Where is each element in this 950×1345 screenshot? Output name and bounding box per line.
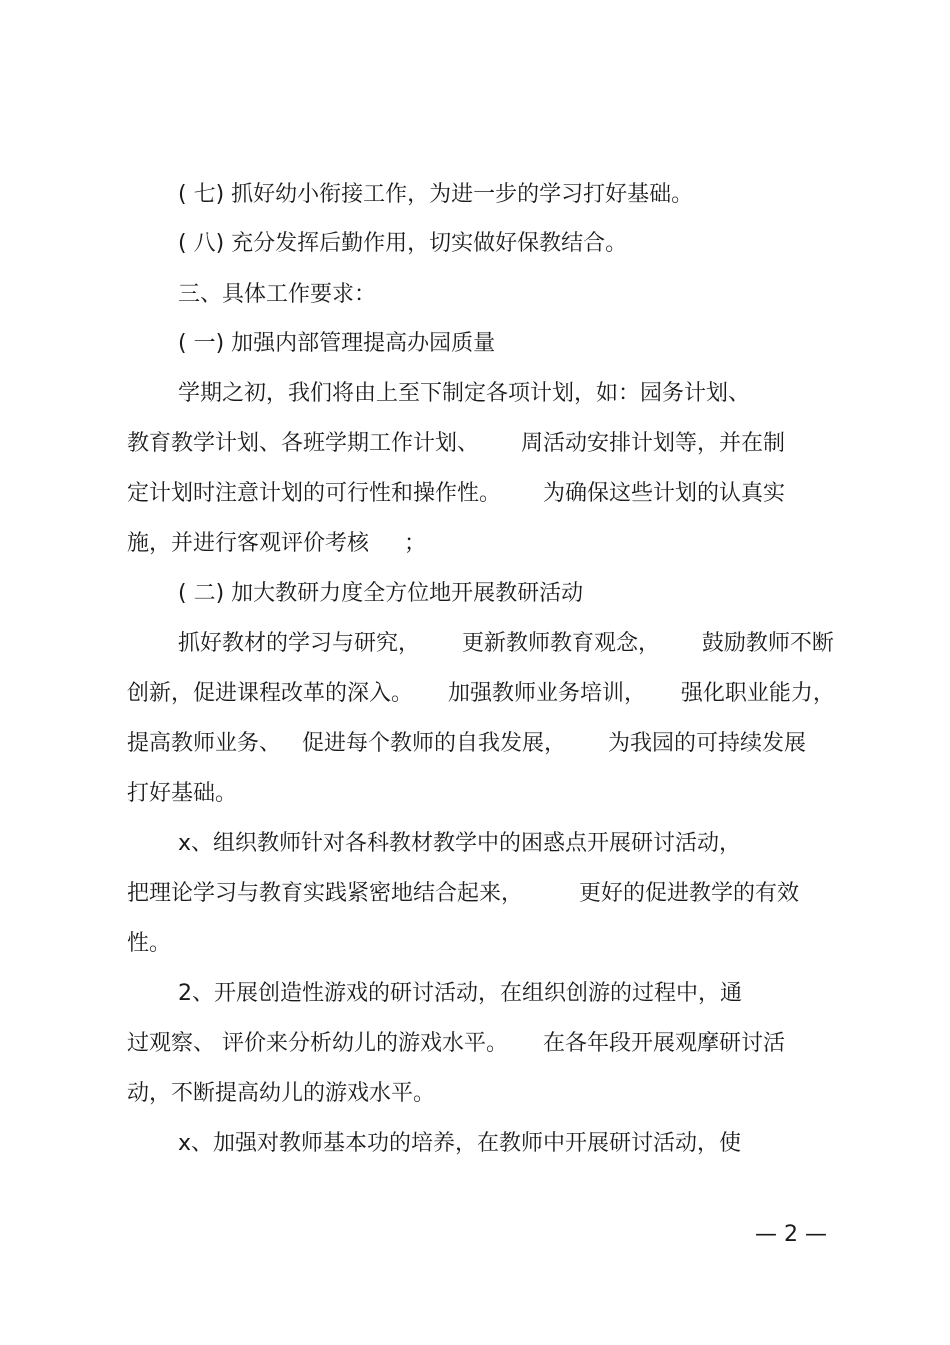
text-line: 施，并进行客观评价考核 ； [127,531,426,556]
text-line: x、加强对教师基本功的培养，在教师中开展研讨活动，使 [178,1131,742,1156]
text-line: 三、具体工作要求： [178,282,377,307]
text-line: 教育教学计划、各班学期工作计划、 周活动安排计划等，并在制 [127,431,785,456]
text-line: ( 二) 加大教研力度全方位地开展教研活动 [178,581,584,606]
text-line: 学期之初，我们将由上至下制定各项计划，如：园务计划、 [178,381,751,406]
text-line: 性。 [127,931,172,956]
text-line: ( 一) 加强内部管理提高办园质量 [178,331,496,356]
text-line: 2、开展创造性游戏的研讨活动，在组织创游的过程中，通 [178,981,742,1006]
page-number: — 2 — [755,1222,827,1247]
text-line: 定计划时注意计划的可行性和操作性。 为确保这些计划的认真实 [127,481,785,506]
text-line: 把理论学习与教育实践紧密地结合起来， 更好的促进教学的有效 [127,881,799,906]
text-line: 动，不断提高幼儿的游戏水平。 [127,1081,436,1106]
text-line: ( 八) 充分发挥后勤作用，切实做好保教结合。 [178,231,628,256]
text-line: x、组织教师针对各科教材教学中的困惑点开展研讨活动， [178,831,742,856]
text-line: 创新，促进课程改革的深入。 加强教师业务培训， 强化职业能力， [127,681,835,706]
text-line: 过观察、 评价来分析幼儿的游戏水平。 在各年段开展观摩研讨活 [127,1031,785,1056]
text-line: 提高教师业务、 促进每个教师的自我发展， 为我园的可持续发展 [127,731,806,756]
text-line: 抓好教材的学习与研究， 更新教师教育观念， 鼓励教师不断 [178,631,834,656]
text-line: 打好基础。 [127,781,238,806]
text-line: ( 七) 抓好幼小衔接工作，为进一步的学习打好基础。 [178,182,694,207]
